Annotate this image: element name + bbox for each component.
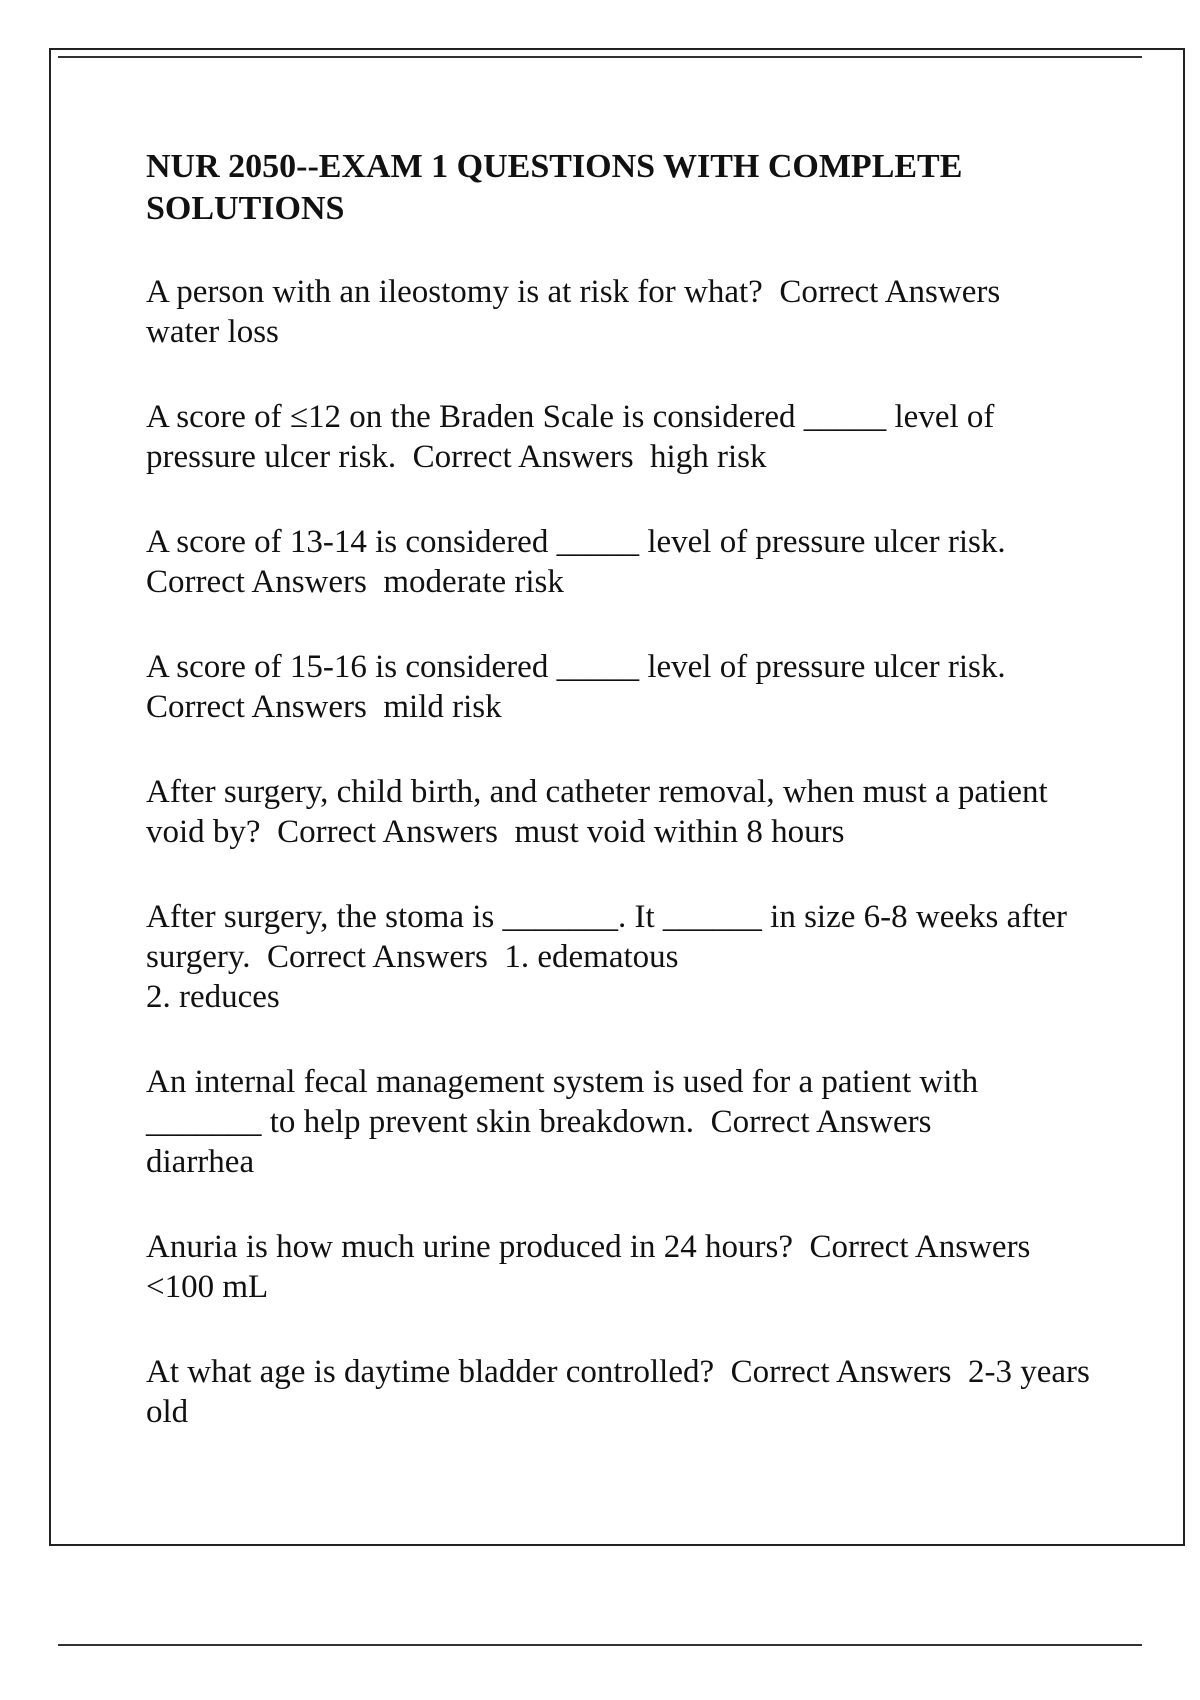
qa-item xyxy=(146,897,1096,1017)
question-text: A score of 13-14 is considered _____ level of pressure ulcer risk. xyxy=(146,524,1006,560)
question-text: After surgery, the stoma is _______. It ______ in size 6-8 weeks after surgery. xyxy=(146,899,1076,975)
answer-text: must void within 8 hours xyxy=(514,814,845,850)
answer-label: Correct Answers xyxy=(277,814,498,850)
qa-item xyxy=(146,772,1096,852)
question-text: At what age is daytime bladder controlled? xyxy=(146,1354,715,1390)
question-text: A person with an ileostomy is at risk for what? xyxy=(146,274,763,310)
answer-label: Correct Answers xyxy=(146,689,367,725)
answer-text: <100 mL xyxy=(146,1269,269,1305)
question-text: A score of ≤12 on the Braden Scale is considered _____ level of pressure ulcer risk. xyxy=(146,399,1003,475)
answer-text: water loss xyxy=(146,314,279,350)
answer-label: Correct Answers xyxy=(730,1354,952,1390)
answer-label: Correct Answers xyxy=(266,939,488,975)
answer-text: diarrhea xyxy=(146,1144,255,1180)
qa-item xyxy=(146,272,1096,352)
question-text: After surgery, child birth, and catheter removal, when must a patient void by? xyxy=(146,774,1056,850)
document-content xyxy=(146,146,1099,1477)
bottom-horizontal-rule xyxy=(58,1644,1142,1646)
answer-label: Correct Answers xyxy=(809,1229,1031,1265)
question-text: An internal fecal management system is used for a patient with _______ to help prevent skin breakdown. xyxy=(146,1064,987,1140)
qa-item xyxy=(146,522,1096,602)
question-text: Anuria is how much urine produced in 24 hours? xyxy=(146,1229,794,1265)
qa-item xyxy=(146,647,1096,727)
answer-text: moderate risk xyxy=(383,564,564,600)
answer-label: Correct Answers xyxy=(146,564,367,600)
qa-item xyxy=(146,397,1096,477)
document-title: NUR 2050--EXAM 1 QUESTIONS WITH COMPLETE SOLUTIONS xyxy=(146,148,963,227)
qa-item xyxy=(146,1227,1096,1307)
question-text: A score of 15-16 is considered _____ level of pressure ulcer risk. xyxy=(146,649,1006,685)
answer-text: mild risk xyxy=(383,689,502,725)
answer-label: Correct Answers xyxy=(412,439,634,475)
qa-item xyxy=(146,1352,1099,1432)
answer-text: 2-3 years old xyxy=(146,1354,1099,1430)
answer-label: Correct Answers xyxy=(779,274,1001,310)
answer-label: Correct Answers xyxy=(710,1104,932,1140)
qa-item xyxy=(146,1062,1096,1182)
answer-text: high risk xyxy=(650,439,767,475)
answer-text: 1. edematous 2. reduces xyxy=(146,939,679,1015)
